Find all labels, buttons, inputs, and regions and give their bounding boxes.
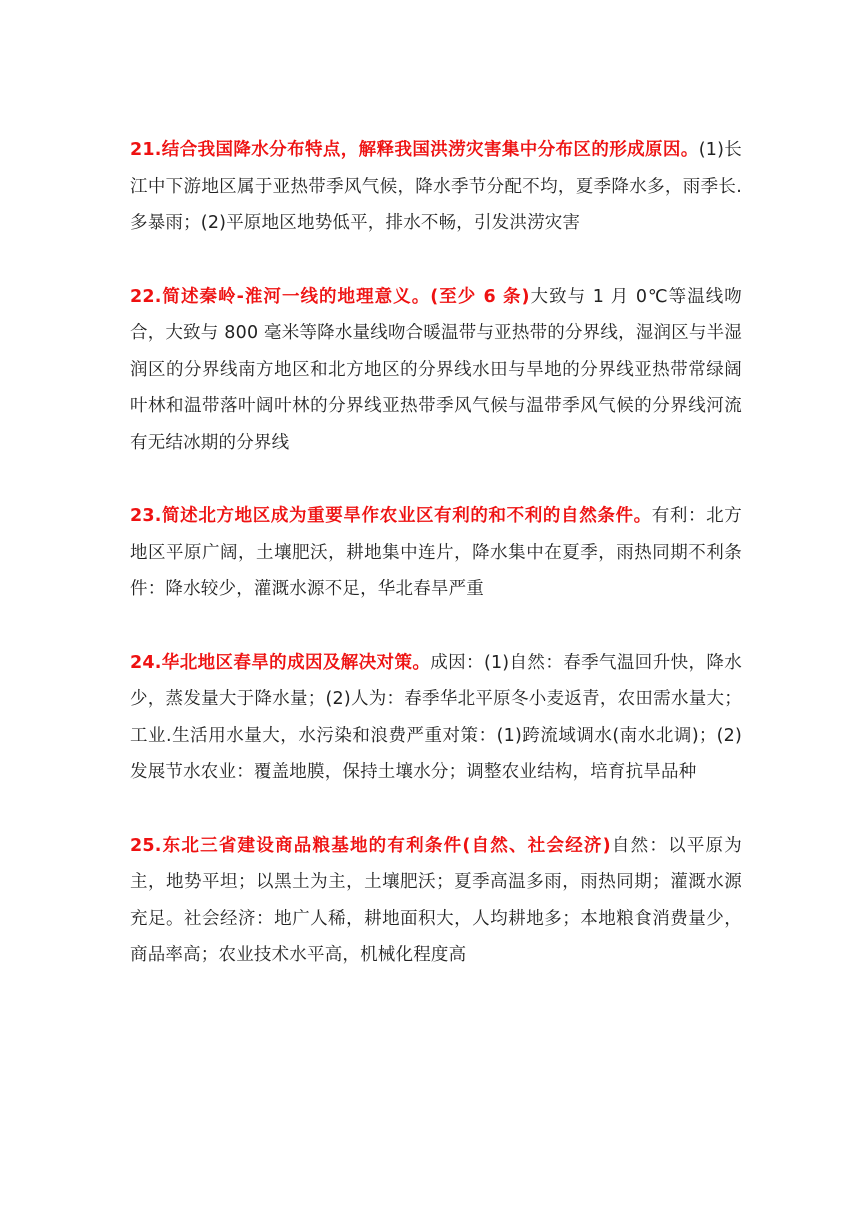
- qa-item-23: [130, 498, 742, 608]
- answer-22: 大致与 1 月 0℃等温线吻合，大致与 800 毫米等降水量线吻合暖温带与亚热带的分界线，湿润区与半湿润区的分界线南方地区和北方地区的分界线水田与旱地的分界线亚热带常绿阔叶林和温带落叶阔叶林的分界线亚热带季风气候与温带季风气候的分界线河流有无结冰期的分界线: [130, 286, 742, 453]
- answer-21: (1)长江中下游地区属于亚热带季风气候，降水季节分配不均，夏季降水多，雨季长.多暴雨；(2)平原地区地势低平，排水不畅，引发洪涝灾害: [130, 140, 742, 233]
- answer-25: 自然：以平原为主，地势平坦；以黑土为主，土壤肥沃；夏季高温多雨，雨热同期；灌溉水源充足。社会经济：地广人稀，耕地面积大，人均耕地多；本地粮食消费量少，商品率高；农业技术水平高，机械化程度高: [130, 835, 742, 965]
- qa-item-21: [130, 132, 742, 242]
- answer-23: 有利：北方地区平原广阔，土壤肥沃，耕地集中连片，降水集中在夏季，雨热同期不利条件：降水较少，灌溉水源不足，华北春旱严重: [130, 506, 742, 599]
- qa-item-25: [130, 828, 742, 974]
- question-22: 22.简述秦岭-淮河一线的地理意义。(至少 6 条): [130, 286, 530, 307]
- question-25: 25.东北三省建设商品粮基地的有利条件(自然、社会经济): [130, 835, 611, 856]
- question-24: 24.华北地区春旱的成因及解决对策。: [130, 652, 431, 673]
- qa-list: [130, 132, 742, 974]
- question-21: 21.结合我国降水分布特点，解释我国洪涝灾害集中分布区的形成原因。: [130, 140, 699, 160]
- qa-item-24: [130, 645, 742, 791]
- question-23: 23.简述北方地区成为重要旱作农业区有利的和不利的自然条件。: [130, 506, 652, 526]
- qa-item-22: [130, 279, 742, 462]
- answer-24: 成因：(1)自然：春季气温回升快，降水少，蒸发量大于降水量；(2)人为：春季华北平原冬小麦返青，农田需水量大；工业.生活用水量大，水污染和浪费严重对策：(1)跨流域调水(南水北调)；(2)发展节水农业：覆盖地膜，保持土壤水分；调整农业结构，培育抗旱品种: [130, 652, 742, 782]
